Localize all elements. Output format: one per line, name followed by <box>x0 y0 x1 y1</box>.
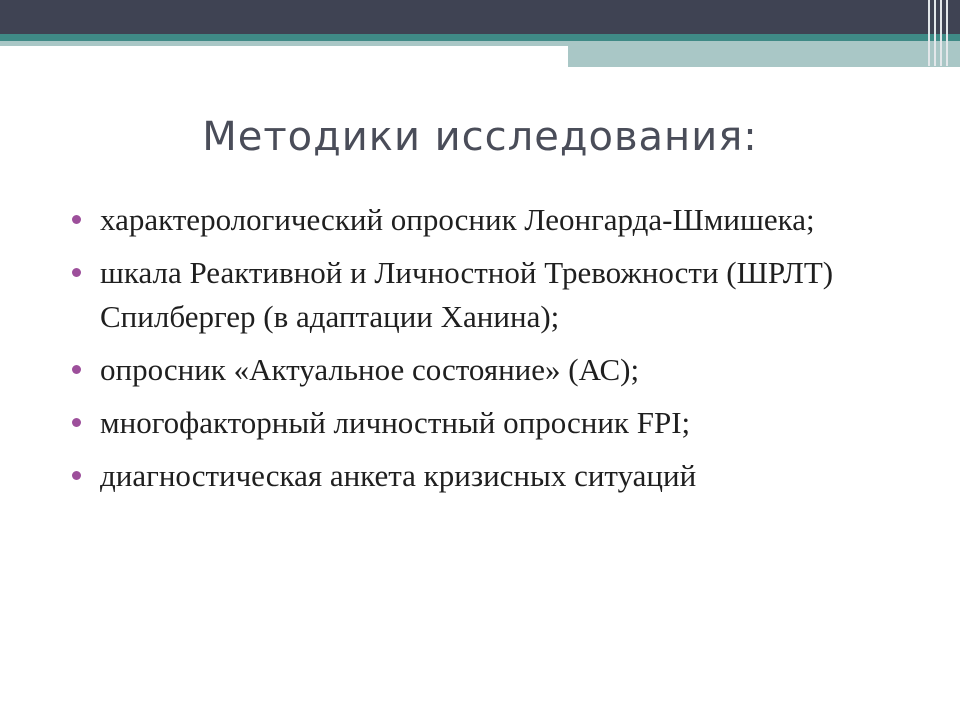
bullet-icon <box>72 268 81 277</box>
list-item <box>72 454 872 498</box>
header-bar-teal <box>0 34 960 41</box>
bullet-icon <box>72 215 81 224</box>
list-item <box>72 198 872 242</box>
bullet-icon <box>72 365 81 374</box>
list-item-text: характерологический опросник Леонгарда-Шмишека; <box>100 202 815 237</box>
list-item-text: опросник «Актуальное состояние» (АС); <box>100 352 640 387</box>
list-item-text: диагностическая анкета кризисных ситуаций <box>100 458 697 493</box>
header-bar-light <box>568 41 960 67</box>
list-item <box>72 401 872 445</box>
list-item <box>72 348 872 392</box>
bullet-icon <box>72 418 81 427</box>
decorative-lines <box>926 0 952 66</box>
list-item <box>72 251 872 339</box>
list-item-text: шкала Реактивной и Личностной Тревожности (ШРЛТ) Спилбергер (в адаптации Ханина); <box>100 255 834 334</box>
list-item-text: многофакторный личностный опросник FPI; <box>100 405 691 440</box>
slide-title: Методики исследования: <box>202 114 758 160</box>
header-bar-light-thin <box>0 41 568 46</box>
header-bar-dark <box>0 0 960 34</box>
bullet-icon <box>72 471 81 480</box>
bullet-list <box>72 198 872 507</box>
